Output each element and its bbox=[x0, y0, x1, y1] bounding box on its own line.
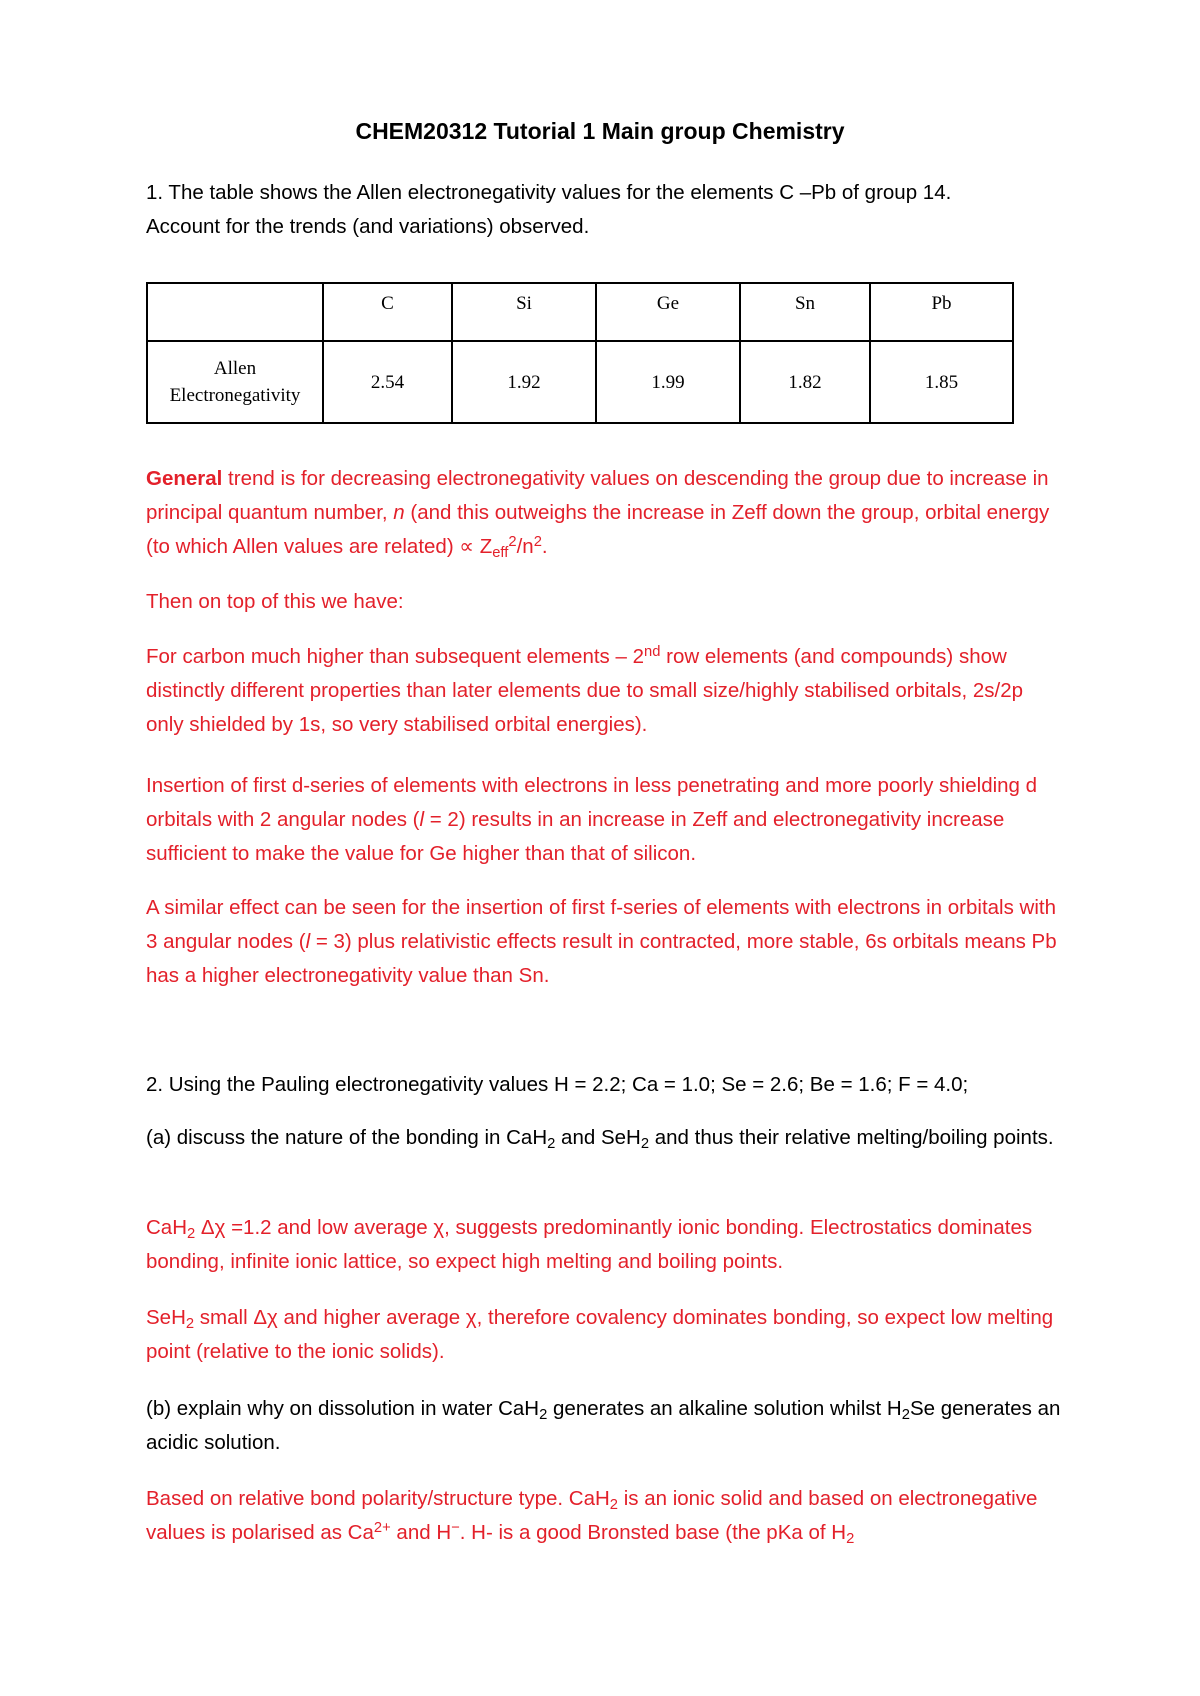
subscript: 2 bbox=[185, 1316, 195, 1333]
symbol-l: l bbox=[305, 930, 311, 953]
answer-text: small Δχ and higher average χ, therefore covalency dominates bonding, so expect low melting point (relative to the ionic solids). bbox=[146, 1306, 1054, 1363]
answer-text: row elements (and compounds) show distinctly different properties than later elements due to small size/highly stabilised orbitals, 2s/2p only shielded by 1s, so very stabilised orbital energies). bbox=[146, 645, 1024, 736]
table-value-cell: 1.82 bbox=[740, 341, 870, 423]
answer-text: SeH bbox=[146, 1306, 186, 1329]
question-2-intro: 2. Using the Pauling electronegativity values H = 2.2; Ca = 1.0; Se = 2.6; Be = 1.6; F = 4.0; bbox=[146, 1073, 969, 1096]
question-1-line-2: Account for the trends (and variations) observed. bbox=[146, 215, 590, 238]
answer-text: Δχ =1.2 and low average χ, suggests predominantly ionic bonding. Electrostatics dominates bonding, infinite ionic lattice, so expect high melting and boiling points. bbox=[146, 1216, 1033, 1273]
subscript: 2 bbox=[640, 1136, 650, 1153]
answer-text: = 2) results in an increase in Zeff and electronegativity increase sufficient to make the value for Ge higher than that of silicon. bbox=[146, 808, 1005, 865]
table-value-cell: 1.99 bbox=[596, 341, 740, 423]
table-header-cell: Pb bbox=[870, 283, 1013, 341]
table-header-row bbox=[147, 283, 1013, 341]
superscript: 2+ bbox=[373, 1520, 391, 1537]
subscript: 2 bbox=[901, 1407, 910, 1424]
table-corner-cell bbox=[147, 283, 323, 341]
table-value-cell: 2.54 bbox=[323, 341, 452, 423]
question-text: (b) explain why on dissolution in water CaH bbox=[146, 1397, 540, 1420]
subscript: eff bbox=[492, 545, 509, 562]
superscript: 2 bbox=[508, 534, 517, 551]
table-header-cell: Si bbox=[452, 283, 596, 341]
subscript: 2 bbox=[187, 1226, 196, 1243]
question-text: and thus their relative melting/boiling points. bbox=[649, 1126, 1054, 1149]
answer-text: . H- is a good Bronsted base (the pKa of H bbox=[459, 1521, 847, 1544]
table-value-cell: 1.85 bbox=[870, 341, 1013, 423]
answer-text: trend is for decreasing electronegativity values on descending the group due to increase in principal quantum number, bbox=[146, 467, 1049, 524]
answer-text: = 3) plus relativistic effects result in contracted, more stable, 6s orbitals means Pb has a higher electronegativity value than Sn. bbox=[146, 930, 1057, 987]
question-2a bbox=[146, 1121, 1066, 1155]
subscript: 2 bbox=[609, 1497, 618, 1514]
subscript: 2 bbox=[547, 1136, 556, 1153]
answer-1-general-trend bbox=[146, 462, 1066, 564]
answer-text: is an ionic solid and based on electronegative values is polarised as Ca bbox=[146, 1487, 1038, 1544]
question-text: Se generates an acidic solution. bbox=[146, 1397, 1061, 1454]
superscript: nd bbox=[644, 644, 661, 661]
answer-1-carbon bbox=[146, 640, 1066, 742]
electronegativity-table bbox=[146, 282, 1014, 424]
row-label-line-2: Electronegativity bbox=[169, 385, 301, 406]
question-text: (a) discuss the nature of the bonding in CaH bbox=[146, 1126, 548, 1149]
document-title: CHEM20312 Tutorial 1 Main group Chemistry bbox=[355, 118, 845, 144]
superscript: − bbox=[451, 1520, 460, 1537]
answer-text: (and this outweighs the increase in Zeff down the group, orbital energy (to which Allen values are related) ∝ Z bbox=[146, 501, 1050, 558]
subscript: 2 bbox=[539, 1407, 548, 1424]
answer-text: and H bbox=[390, 1521, 452, 1544]
table-header-cell: Ge bbox=[596, 283, 740, 341]
answer-text: Insertion of first d-series of elements with electrons in less penetrating and more poorly shielding d orbitals with 2 angular nodes ( bbox=[146, 774, 1038, 831]
question-text: and SeH bbox=[555, 1126, 641, 1149]
general-label: General bbox=[146, 467, 223, 490]
answer-1-d-series bbox=[146, 769, 1066, 871]
superscript: 2 bbox=[533, 534, 542, 551]
question-1 bbox=[146, 176, 1066, 244]
question-text: generates an alkaline solution whilst H bbox=[547, 1397, 902, 1420]
table-row-label bbox=[147, 341, 323, 423]
question-2b bbox=[146, 1392, 1066, 1460]
answer-1-then: Then on top of this we have: bbox=[146, 590, 404, 613]
table-header-cell: Sn bbox=[740, 283, 870, 341]
answer-text: Based on relative bond polarity/structure type. CaH bbox=[146, 1487, 610, 1510]
symbol-n: n bbox=[393, 501, 405, 524]
subscript: 2 bbox=[846, 1531, 855, 1548]
answer-2b bbox=[146, 1482, 1066, 1550]
answer-text: . bbox=[541, 535, 548, 558]
answer-2a-cah2 bbox=[146, 1211, 1066, 1279]
row-label-line-1: Allen bbox=[213, 358, 257, 379]
answer-1-f-series bbox=[146, 891, 1066, 993]
answer-text: /n bbox=[516, 535, 534, 558]
symbol-l: l bbox=[419, 808, 425, 831]
table-header-cell: C bbox=[323, 283, 452, 341]
answer-text: For carbon much higher than subsequent elements – 2 bbox=[146, 645, 644, 668]
table-value-cell: 1.92 bbox=[452, 341, 596, 423]
table-row bbox=[147, 341, 1013, 423]
answer-2a-seh2 bbox=[146, 1301, 1066, 1369]
answer-text: A similar effect can be seen for the insertion of first f-series of elements with electrons in orbitals with 3 angular nodes ( bbox=[146, 896, 1056, 953]
answer-text: CaH bbox=[146, 1216, 188, 1239]
question-1-line-1: 1. The table shows the Allen electronegativity values for the elements C –Pb of group 14. bbox=[146, 181, 952, 204]
